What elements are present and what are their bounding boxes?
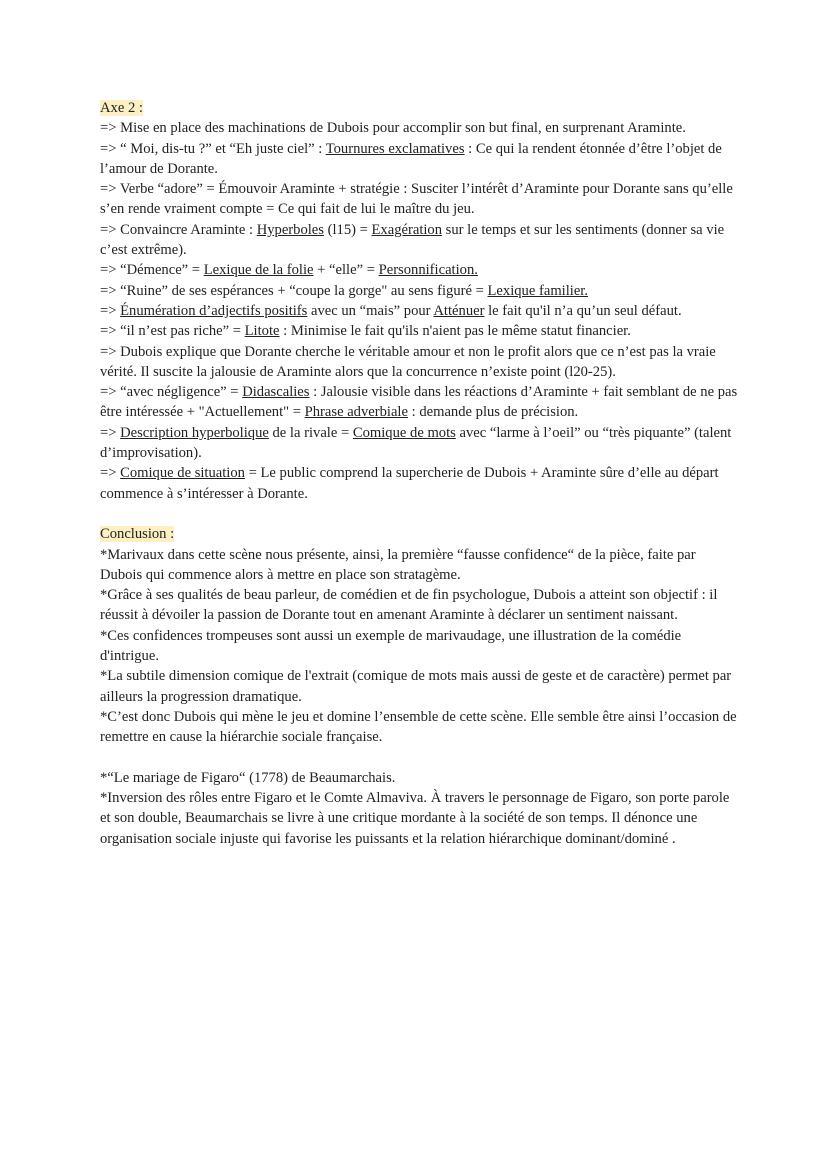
text: + “elle” = xyxy=(313,262,379,279)
text: le fait qu'il n’a qu’un seul défaut. xyxy=(484,302,682,319)
text: sur le temps et sur les sentiments (donner sa vie c’est extrême). xyxy=(100,221,725,259)
heading-highlight: Axe 2 : xyxy=(100,100,143,116)
text: => “Démence” = xyxy=(100,262,204,279)
underlined-term: Atténuer xyxy=(433,302,485,319)
ouverture-point-1: *“Le mariage de Figaro“ (1778) de Beaumarchais. xyxy=(100,769,396,786)
point-comique-situation xyxy=(100,463,740,504)
underlined-term: Phrase adverbiale xyxy=(304,404,408,421)
ouverture-point-2: *Inversion des rôles entre Figaro et le Comte Almaviva. À travers le personnage de Figaro, son porte parole et son double, Beaumarchais se livre à une critique mordante à la société de son temps. Il dénonce une organisation sociale injuste qui favorise les puissants et la relation hiérarchique dominant/dominé . xyxy=(100,790,730,847)
underlined-term: Comique de situation xyxy=(120,465,245,482)
text: : Jalousie visible dans les réactions d’Araminte + fait semblant de ne pas être intéressée + "Actuellement" = xyxy=(100,384,738,421)
document-page xyxy=(100,98,740,849)
text: : demande plus de précision. xyxy=(407,404,579,421)
text: => xyxy=(100,465,121,482)
text: => “avec négligence” = xyxy=(100,384,243,401)
underlined-term: Description hyperbolique xyxy=(120,424,269,441)
text: => xyxy=(100,424,121,441)
heading-highlight: Conclusion : xyxy=(100,526,175,543)
conclusion-point-1: *Marivaux dans cette scène nous présente, ainsi, la première “fausse confidence“ de la pièce, faite par Dubois qui commence alors à mettre en place son stratagème. xyxy=(100,546,696,583)
text: => “il n’est pas riche” = xyxy=(100,323,245,340)
text: = Le public comprend la supercherie de Dubois + Araminte sûre d’elle au départ commence à s’intéresser à Dorante. xyxy=(100,465,719,502)
underlined-term: Hyperboles xyxy=(256,221,324,238)
underlined-term: Comique de mots xyxy=(352,424,456,441)
point-enumeration xyxy=(100,301,740,321)
ouverture-section xyxy=(100,768,740,849)
text: (l15) = xyxy=(323,221,372,238)
point-tournures xyxy=(100,139,740,180)
conclusion-point-4: *La subtile dimension comique de l'extrait (comique de mots mais aussi de geste et de caractère) permet par ailleurs la progression dramatique. xyxy=(100,668,732,705)
point-demence xyxy=(100,260,740,280)
underlined-term: Lexique familier. xyxy=(487,282,589,299)
text: avec un “mais” pour xyxy=(307,302,434,319)
spacer xyxy=(100,504,740,524)
text: => “ Moi, dis-tu ?” et “Eh juste ciel” : xyxy=(100,140,326,157)
text: => “Ruine” de ses espérances + “coupe la gorge" au sens figuré = xyxy=(100,282,488,299)
axe-2-section xyxy=(100,98,740,504)
point-ruine xyxy=(100,281,740,301)
conclusion-point-5: *C’est donc Dubois qui mène le jeu et domine l’ensemble de cette scène. Elle semble être ainsi l’occasion de remettre en cause la hiérarchie sociale française. xyxy=(100,708,737,746)
axe-2-heading xyxy=(100,98,740,118)
underlined-term: Énumération d’adjectifs positifs xyxy=(120,302,308,319)
point-didascalies xyxy=(100,382,740,423)
underlined-term: Lexique de la folie xyxy=(203,262,314,279)
conclusion-point-3: *Ces confidences trompeuses sont aussi un exemple de marivaudage, une illustration de la comédie d'intrigue. xyxy=(100,627,682,665)
point-litote xyxy=(100,321,740,341)
text: avec “larme à l’oeil” ou “très piquante” (talent d’improvisation). xyxy=(100,424,732,462)
conclusion-section xyxy=(100,524,740,747)
text: => xyxy=(100,302,121,319)
text: => Convaincre Araminte : xyxy=(100,221,257,238)
point-machinations: => Mise en place des machinations de Dubois pour accomplir son but final, en surprenant Araminte. xyxy=(100,120,686,137)
text: de la rivale = xyxy=(268,424,353,441)
point-verbe-adore: => Verbe “adore” = Émouvoir Araminte + stratégie : Susciter l’intérêt d’Araminte pour Dorante sans qu’elle s’en rende vraiment compte = Ce qui fait de lui le maître du jeu. xyxy=(100,181,733,218)
point-description xyxy=(100,423,740,464)
text: : Minimise le fait qu'ils n'aient pas le même statut financier. xyxy=(279,323,631,340)
spacer xyxy=(100,748,740,768)
point-jalousie: => Dubois explique que Dorante cherche le véritable amour et non le profit alors que ce n’est pas la vraie vérité. Il suscite la jalousie de Araminte alors que la concurrence n’existe point (l20-25). xyxy=(100,343,716,380)
underlined-term: Didascalies xyxy=(242,384,310,401)
conclusion-point-2: *Grâce à ses qualités de beau parleur, de comédien et de fin psychologue, Dubois a atteint son objectif : il réussit à dévoiler la passion de Dorante tout en amenant Araminte à déclarer un sentiment naissant. xyxy=(100,587,718,624)
underlined-term: Exagération xyxy=(371,221,443,238)
conclusion-heading xyxy=(100,524,740,544)
text: : Ce qui la rendent étonnée d’être l’objet de l’amour de Dorante. xyxy=(100,140,722,177)
underlined-term: Tournures exclamatives xyxy=(325,140,465,157)
underlined-term: Litote xyxy=(244,323,280,340)
underlined-term: Personnification. xyxy=(378,262,478,279)
point-hyperboles xyxy=(100,220,740,261)
